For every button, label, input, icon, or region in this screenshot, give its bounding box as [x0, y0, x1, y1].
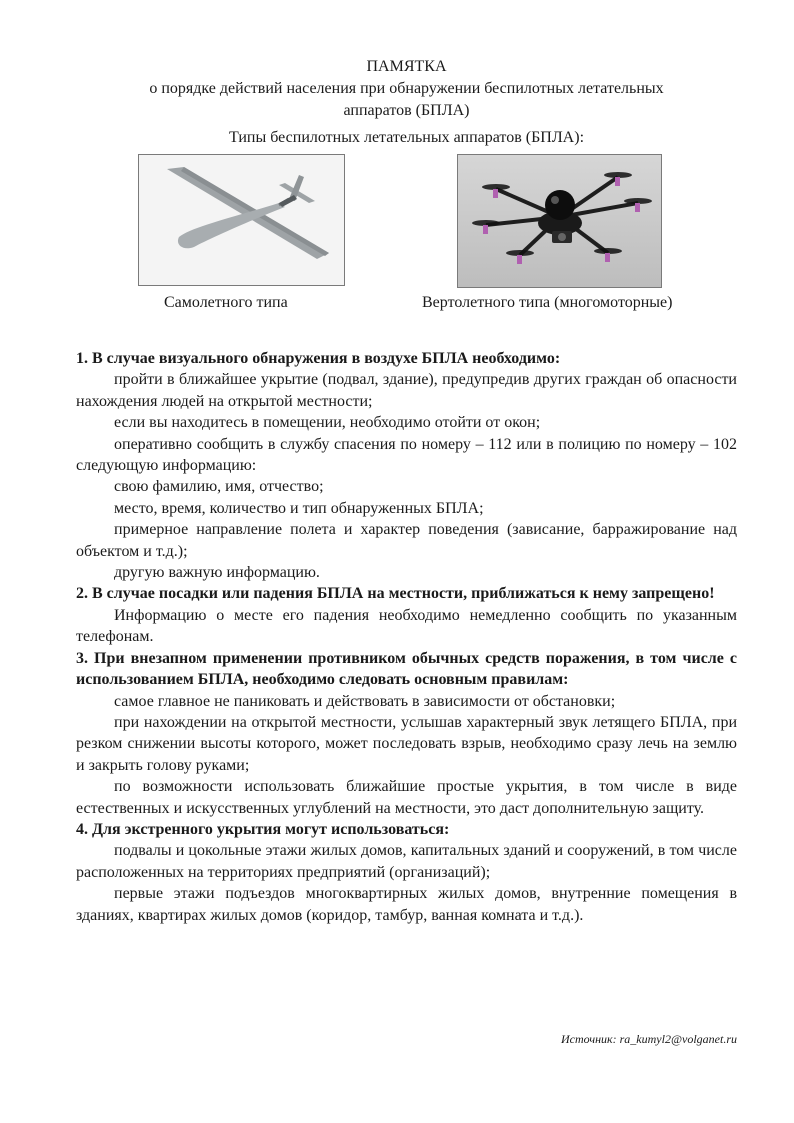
fixed-wing-uav-photo	[138, 154, 345, 286]
section-heading: 4. Для экстренного укрытия могут использоваться:	[76, 820, 450, 838]
title-line: ПАМЯТКА	[366, 58, 447, 75]
multirotor-uav-photo	[457, 154, 662, 288]
section-heading: 2. В случае посадки или падения БПЛА на местности, приближаться к нему запрещено!	[76, 585, 715, 603]
paragraph: оперативно сообщить в службу спасения по номеру – 112 или в полицию по номеру – 102 следующую информацию:	[76, 435, 737, 475]
uav-types-subtitle: Типы беспилотных летательных аппаратов (БПЛА):	[228, 129, 585, 146]
multirotor-caption: Вертолетного типа (многомоторные)	[422, 294, 673, 311]
memo-body	[76, 348, 737, 926]
source-note: Источник: ra_kumyl2@volganet.ru	[561, 1032, 737, 1046]
paragraph: первые этажи подъездов многоквартирных жилых домов, внутренние помещения в зданиях, квартирах жилых домов (коридор, тамбур, ванная комната и т.д.).	[76, 885, 737, 924]
memo-page	[76, 56, 737, 1046]
paragraph: пройти в ближайшее укрытие (подвал, здание), предупредив других граждан об опасности нахождения людей на открытой местности;	[76, 371, 737, 410]
paragraph: самое главное не паниковать и действовать в зависимости от обстановки;	[114, 692, 616, 710]
multirotor-uav-figure	[457, 154, 662, 288]
fixed-wing-uav-figure	[138, 154, 345, 286]
paragraph: по возможности использовать ближайшие простые укрытия, в том числе в виде естественных и искусственных углублений на местности, это даст дополнительную защиту.	[76, 778, 737, 817]
paragraph: при нахождении на открытой местности, услышав характерный звук летящего БПЛА, при резком снижении высоты которого, может последовать взрыв, необходимо сразу лечь на землю и закрыть голову руками;	[76, 713, 737, 774]
title-line: аппаратов (БПЛА)	[343, 102, 470, 119]
paragraph: Информацию о месте его падения необходимо немедленно сообщить по указанным телефонам.	[76, 606, 737, 646]
memo-title	[76, 56, 737, 122]
paragraph: другую важную информацию.	[114, 564, 320, 582]
fixed-wing-caption: Самолетного типа	[164, 294, 288, 311]
paragraph: свою фамилию, имя, отчество;	[114, 478, 324, 496]
paragraph: место, время, количество и тип обнаруженных БПЛА;	[114, 499, 484, 517]
section-heading: 1. В случае визуального обнаружения в воздухе БПЛА необходимо:	[76, 350, 561, 367]
paragraph: если вы находитесь в помещении, необходимо отойти от окон;	[114, 414, 541, 432]
paragraph: примерное направление полета и характер поведения (зависание, барражирование над объектом и т.д.);	[76, 521, 737, 560]
paragraph: подвалы и цокольные этажи жилых домов, капитальных зданий и сооружений, в том числе расположенных на территориях предприятий (организаций);	[76, 842, 737, 881]
title-line: о порядке действий населения при обнаружении беспилотных летательных	[149, 80, 664, 97]
section-heading: 3. При внезапном применении противником обычных средств поражения, в том числе с использованием БПЛА, необходимо следовать основным правилам:	[76, 649, 737, 689]
uav-figures	[76, 154, 737, 344]
